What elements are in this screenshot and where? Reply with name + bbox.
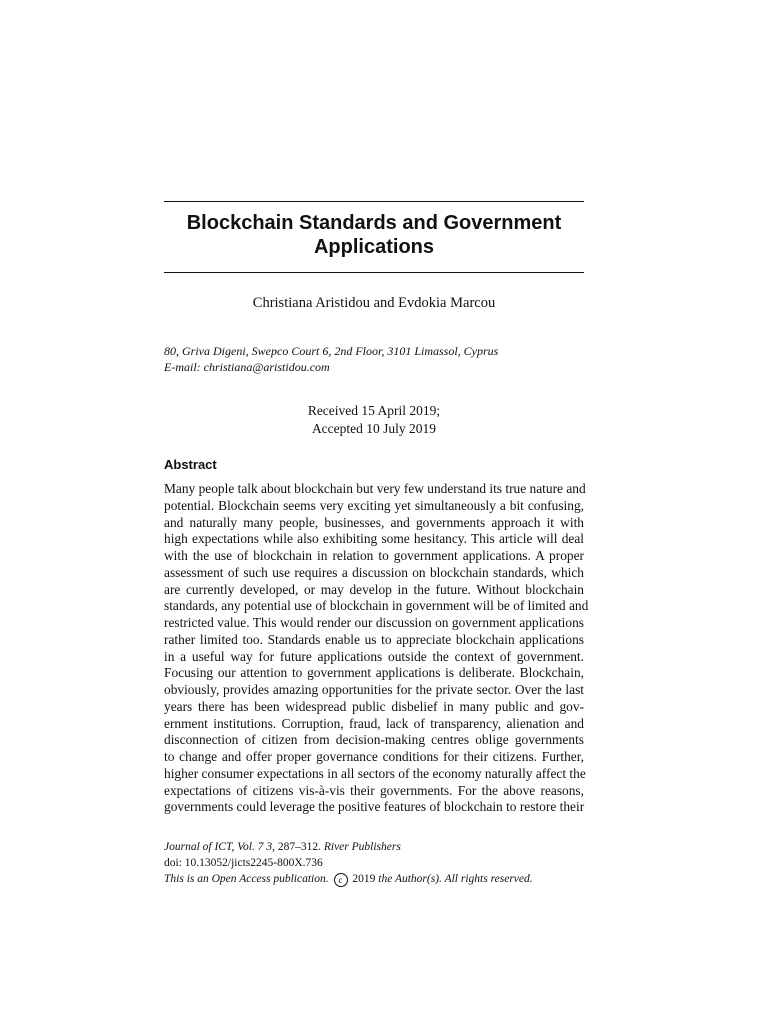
open-access-text: This is an Open Access publication. <box>164 873 329 885</box>
paper-title-line-2: Applications <box>313 236 434 258</box>
paper-first-page <box>164 0 589 1024</box>
title-top-rule <box>164 201 584 202</box>
abstract-line: Many people talk about blockchain but very few understand its true nature and <box>164 481 586 496</box>
abstract-line: expectations of citizens vis-à-vis their governments. For the above reasons, <box>164 782 584 798</box>
journal-publisher: River Publishers <box>323 841 401 853</box>
abstract-line: and naturally many people, businesses, and governments approach it with <box>164 514 584 530</box>
abstract-heading: Abstract <box>164 457 217 472</box>
author-email: E-mail: christiana@aristidou.com <box>164 359 330 374</box>
journal-pages: 287–312. <box>274 841 324 853</box>
abstract-line: to change and offer proper governance conditions for their citizens. Further, <box>164 749 584 764</box>
abstract-line: high expectations while also exhibiting some hesitancy. This article will deal <box>164 531 584 547</box>
affiliation-address: 80, Griva Digeni, Swepco Court 6, 2nd Floor, 3101 Limassol, Cyprus <box>164 344 499 358</box>
copyright-year: 2019 <box>349 873 379 885</box>
abstract-line: governments could leverage the positive features of blockchain to restore their <box>164 799 585 815</box>
abstract-line: disconnection of citizen from decision-making centres oblige governments <box>164 732 584 748</box>
paper-doi: doi: 10.13052/jicts2245-800X.736 <box>164 857 323 869</box>
abstract-line: years there has been widespread public disbelief in many public and gov- <box>164 698 584 714</box>
abstract-line: potential. Blockchain seems very exciting yet simultaneously a bit confusing, <box>164 497 584 513</box>
abstract-line: are currently developed, or may develop in the future. Without blockchain <box>164 581 584 597</box>
paper-title-line-1: Blockchain Standards and Government <box>186 212 562 234</box>
abstract-line: Focusing our attention to government applications is deliberate. Blockchain, <box>164 665 584 681</box>
title-bottom-rule <box>164 272 584 273</box>
abstract-line: ernment institutions. Corruption, fraud, lack of transparency, alienation and <box>164 715 584 731</box>
copyright-icon: c <box>334 873 348 887</box>
abstract-body <box>164 481 589 816</box>
copyright-rights: the Author(s). All rights reserved. <box>378 873 533 885</box>
abstract-line: rather limited too. Standards enable us to appreciate blockchain applications <box>164 631 584 647</box>
abstract-line: with the use of blockchain in relation to government applications. A proper <box>164 548 584 563</box>
abstract-line: standards, any potential use of blockchain in government will be of limited and <box>164 598 589 614</box>
paper-authors: Christiana Aristidou and Evdokia Marcou <box>252 295 496 311</box>
submission-dates <box>164 402 584 438</box>
abstract-line: in a useful way for future applications outside the context of government. <box>164 648 584 664</box>
accepted-date: Accepted 10 July 2019 <box>311 421 437 436</box>
author-affiliation-block <box>164 344 584 375</box>
paper-title <box>164 211 584 259</box>
abstract-line: obviously, provides amazing opportunities for the private sector. Over the last <box>164 682 584 697</box>
abstract-line: assessment of such use requires a discussion on blockchain standards, which <box>164 564 584 580</box>
journal-citation <box>164 839 584 855</box>
journal-name: Journal of ICT, Vol. 7 3, <box>164 841 275 853</box>
abstract-line: higher consumer expectations in all sectors of the economy naturally affect the <box>164 765 586 781</box>
journal-footer <box>164 839 584 887</box>
received-date: Received 15 April 2019; <box>307 403 441 418</box>
abstract-line: restricted value. This would render our discussion on government applications <box>164 615 584 630</box>
open-access-notice <box>164 871 584 887</box>
